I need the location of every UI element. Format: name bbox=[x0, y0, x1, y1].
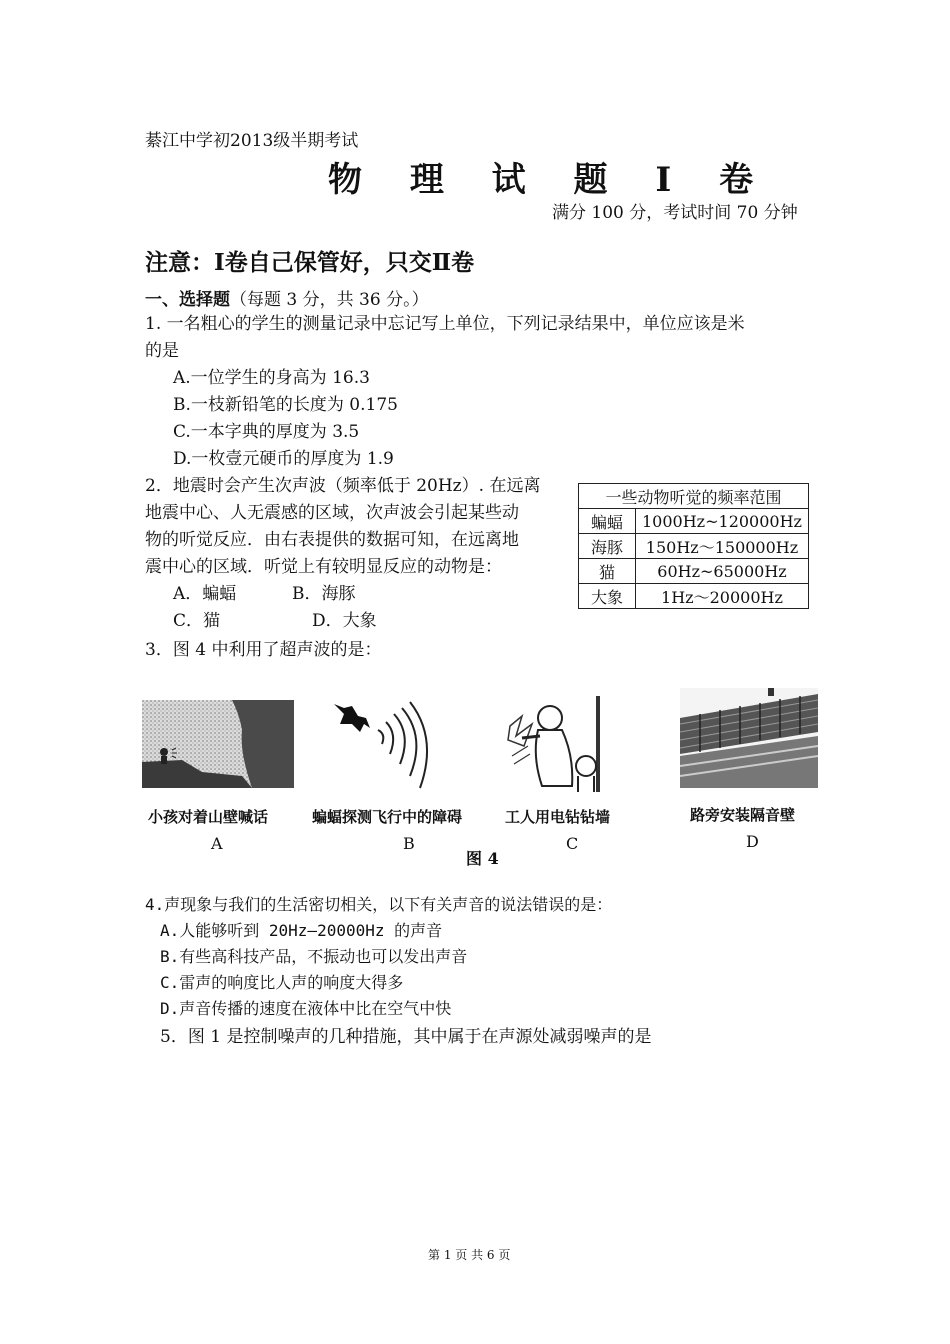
notice: 注意：Ⅰ卷自己保管好，只交Ⅱ卷 bbox=[145, 249, 475, 276]
q2-option-d: D．大象 bbox=[312, 611, 377, 631]
range-cell: 1000Hz~120000Hz bbox=[636, 509, 809, 534]
range-cell: 1Hz～20000Hz bbox=[636, 584, 809, 609]
q2-line3: 物的听觉反应．由右表提供的数据可知，在远离地 bbox=[145, 530, 519, 550]
figure-d-image bbox=[680, 688, 818, 788]
table-row bbox=[579, 559, 809, 584]
figure-d-letter: D bbox=[746, 832, 759, 851]
q2-option-c: C．猫 bbox=[173, 611, 221, 631]
q3-stem: 3．图 4 中利用了超声波的是： bbox=[145, 640, 382, 660]
q2-line1: 2．地震时会产生次声波（频率低于 20Hz）. 在远离 bbox=[145, 476, 541, 496]
q4-stem: 4.声现象与我们的生活密切相关，以下有关声音的说法错误的是： bbox=[145, 895, 613, 914]
figure-label: 图 4 bbox=[466, 849, 499, 868]
q4-option-d: D.声音传播的速度在液体中比在空气中快 bbox=[160, 999, 452, 1018]
figure-c-letter: C bbox=[566, 834, 579, 853]
table-row bbox=[579, 534, 809, 559]
animal-cell: 蝙蝠 bbox=[579, 509, 636, 534]
section-note: （每题 3 分，共 36 分。） bbox=[230, 290, 429, 310]
q2-option-b: B．海豚 bbox=[292, 584, 356, 604]
animal-cell: 大象 bbox=[579, 584, 636, 609]
school-line: 綦江中学初2013级半期考试 bbox=[145, 131, 359, 151]
q1-option-a: A.一位学生的身高为 16.3 bbox=[173, 368, 370, 388]
section-heading bbox=[145, 285, 429, 310]
animal-cell: 海豚 bbox=[579, 534, 636, 559]
q1-option-b: B.一枝新铅笔的长度为 0.175 bbox=[173, 395, 398, 415]
table-caption: 一些动物听觉的频率范围 bbox=[579, 484, 809, 509]
q2-line4: 震中心的区域．听觉上有较明显反应的动物是： bbox=[145, 557, 502, 577]
q4-option-b: B.有些高科技产品，不振动也可以发出声音 bbox=[160, 947, 468, 966]
q1-stem-line2: 的是 bbox=[145, 341, 179, 361]
figure-d-caption: 路旁安装隔音壁 bbox=[690, 806, 796, 824]
figure-c-image bbox=[502, 696, 606, 792]
page-footer: 第 1 页 共 6 页 bbox=[428, 1248, 511, 1262]
range-cell: 60Hz~65000Hz bbox=[636, 559, 809, 584]
q2-line2: 地震中心、人无震感的区域，次声波会引起某些动 bbox=[145, 503, 519, 523]
page-title: 物 理 试 题 Ⅰ 卷 bbox=[328, 160, 772, 200]
figure-b-image bbox=[330, 694, 440, 792]
section-label: 一、选择题 bbox=[145, 290, 230, 310]
exam-meta: 满分 100 分，考试时间 70 分钟 bbox=[552, 203, 798, 223]
figure-a-image bbox=[142, 700, 294, 788]
q5-stem: 5．图 1 是控制噪声的几种措施，其中属于在声源处减弱噪声的是 bbox=[160, 1027, 652, 1047]
figure-c-caption: 工人用电钻钻墙 bbox=[505, 808, 611, 826]
frequency-table bbox=[578, 483, 809, 609]
table-row bbox=[579, 509, 809, 534]
animal-cell: 猫 bbox=[579, 559, 636, 584]
figure-a-caption: 小孩对着山壁喊话 bbox=[148, 808, 269, 826]
q1-option-c: C.一本字典的厚度为 3.5 bbox=[173, 422, 360, 442]
q1-option-d: D.一枚壹元硬币的厚度为 1.9 bbox=[173, 449, 394, 469]
figure-b-caption: 蝙蝠探测飞行中的障碍 bbox=[312, 808, 463, 826]
table-row bbox=[579, 584, 809, 609]
q4-option-c: C.雷声的响度比人声的响度大得多 bbox=[160, 973, 404, 992]
q2-option-a: A．蝙蝠 bbox=[173, 584, 237, 604]
figure-b-letter: B bbox=[403, 834, 415, 853]
q1-stem-line1: 1. 一名粗心的学生的测量记录中忘记写上单位，下列记录结果中，单位应该是米 bbox=[145, 314, 745, 334]
range-cell: 150Hz～150000Hz bbox=[636, 534, 809, 559]
q4-option-a: A.人能够听到 20Hz—20000Hz 的声音 bbox=[160, 921, 443, 940]
figure-a-letter: A bbox=[211, 834, 223, 853]
